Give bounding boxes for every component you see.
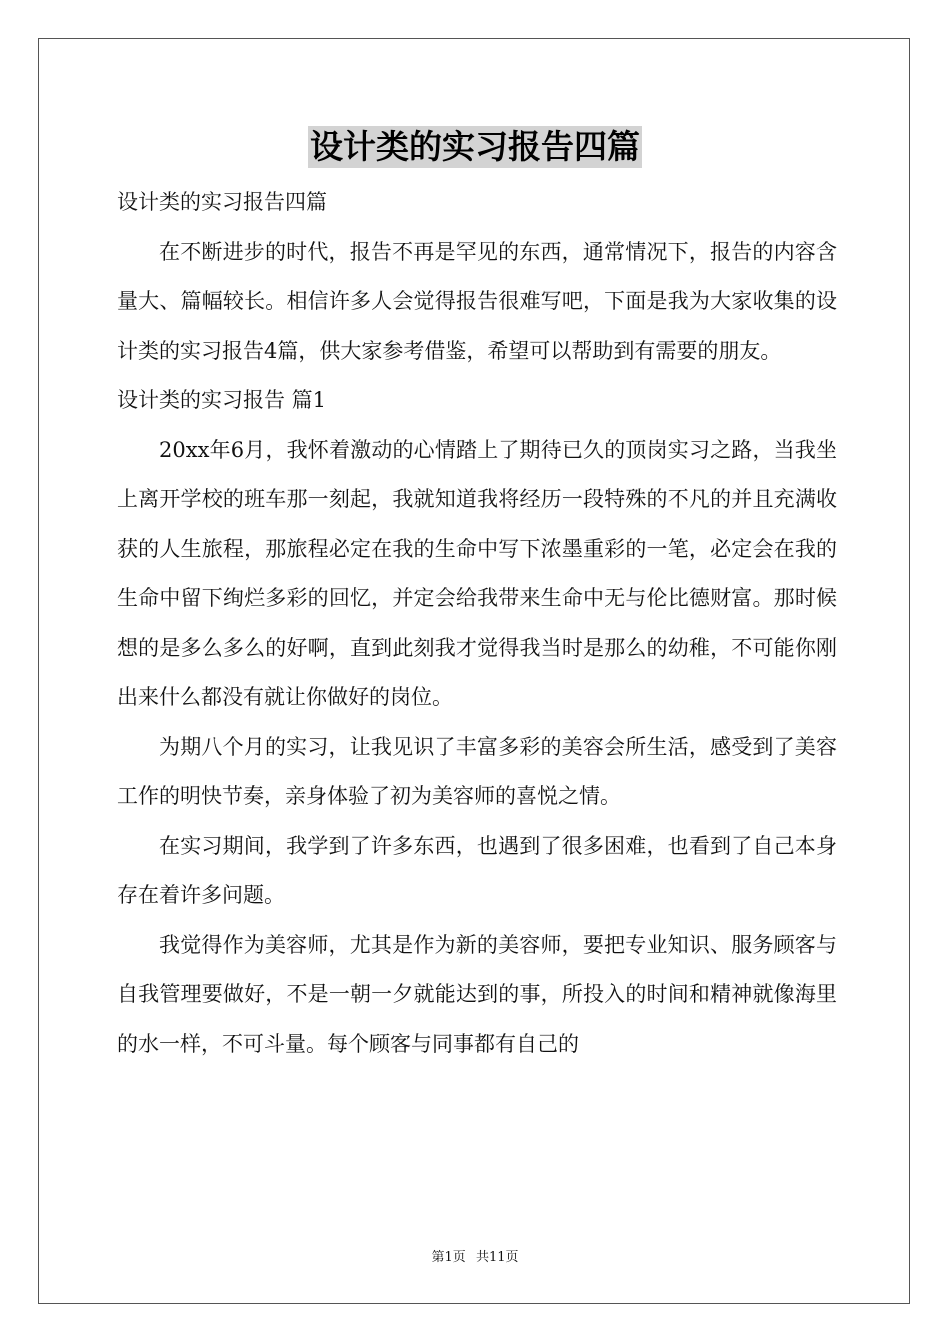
body-paragraph: 在实习期间，我学到了许多东西，也遇到了很多困难，也看到了自己本身存在着许多问题。 (117, 833, 837, 907)
page-total: 共11页 (475, 1250, 519, 1265)
page-number: 第1页 (431, 1250, 466, 1265)
body-paragraph: 20xx年6月，我怀着激动的心情踏上了期待已久的顶岗实习之路，当我坐上离开学校的班车那一刻起，我就知道我将经历一段特殊的不凡的并且充满收获的人生旅程，那旅程必定在我的生命中写下浓墨重彩的一笔，必定会在我的生命中留下绚烂多彩的回忆，并定会给我带来生命中无与伦比德财富。那时候想的是多么多么的好啊，直到此刻我才觉得我当时是那么的幼稚，不可能你刚出来什么都没有就让你做好的岗位。 (117, 437, 837, 709)
body-paragraph: 我觉得作为美容师，尤其是作为新的美容师，要把专业知识、服务顾客与自我管理要做好，不是一朝一夕就能达到的事，所投入的时间和精神就像海里的水一样，不可斗量。每个顾客与同事都有自己的 (117, 932, 837, 1056)
title-container (0, 126, 950, 168)
body-paragraph: 为期八个月的实习，让我见识了丰富多彩的美容会所生活，感受到了美容工作的明快节奏，亲身体验了初为美容师的喜悦之情。 (117, 734, 837, 808)
page-footer (0, 1246, 950, 1265)
section-heading: 设计类的实习报告 篇1 (117, 388, 327, 412)
body-paragraph: 设计类的实习报告四篇 (117, 190, 327, 214)
document-body (117, 178, 837, 1069)
body-paragraph: 在不断进步的时代，报告不再是罕见的东西，通常情况下，报告的内容含量大、篇幅较长。相信许多人会觉得报告很难写吧，下面是我为大家收集的设计类的实习报告4篇，供大家参考借鉴，希望可以帮助到有需要的朋友。 (117, 239, 837, 363)
document-title: 设计类的实习报告四篇 (310, 127, 640, 166)
